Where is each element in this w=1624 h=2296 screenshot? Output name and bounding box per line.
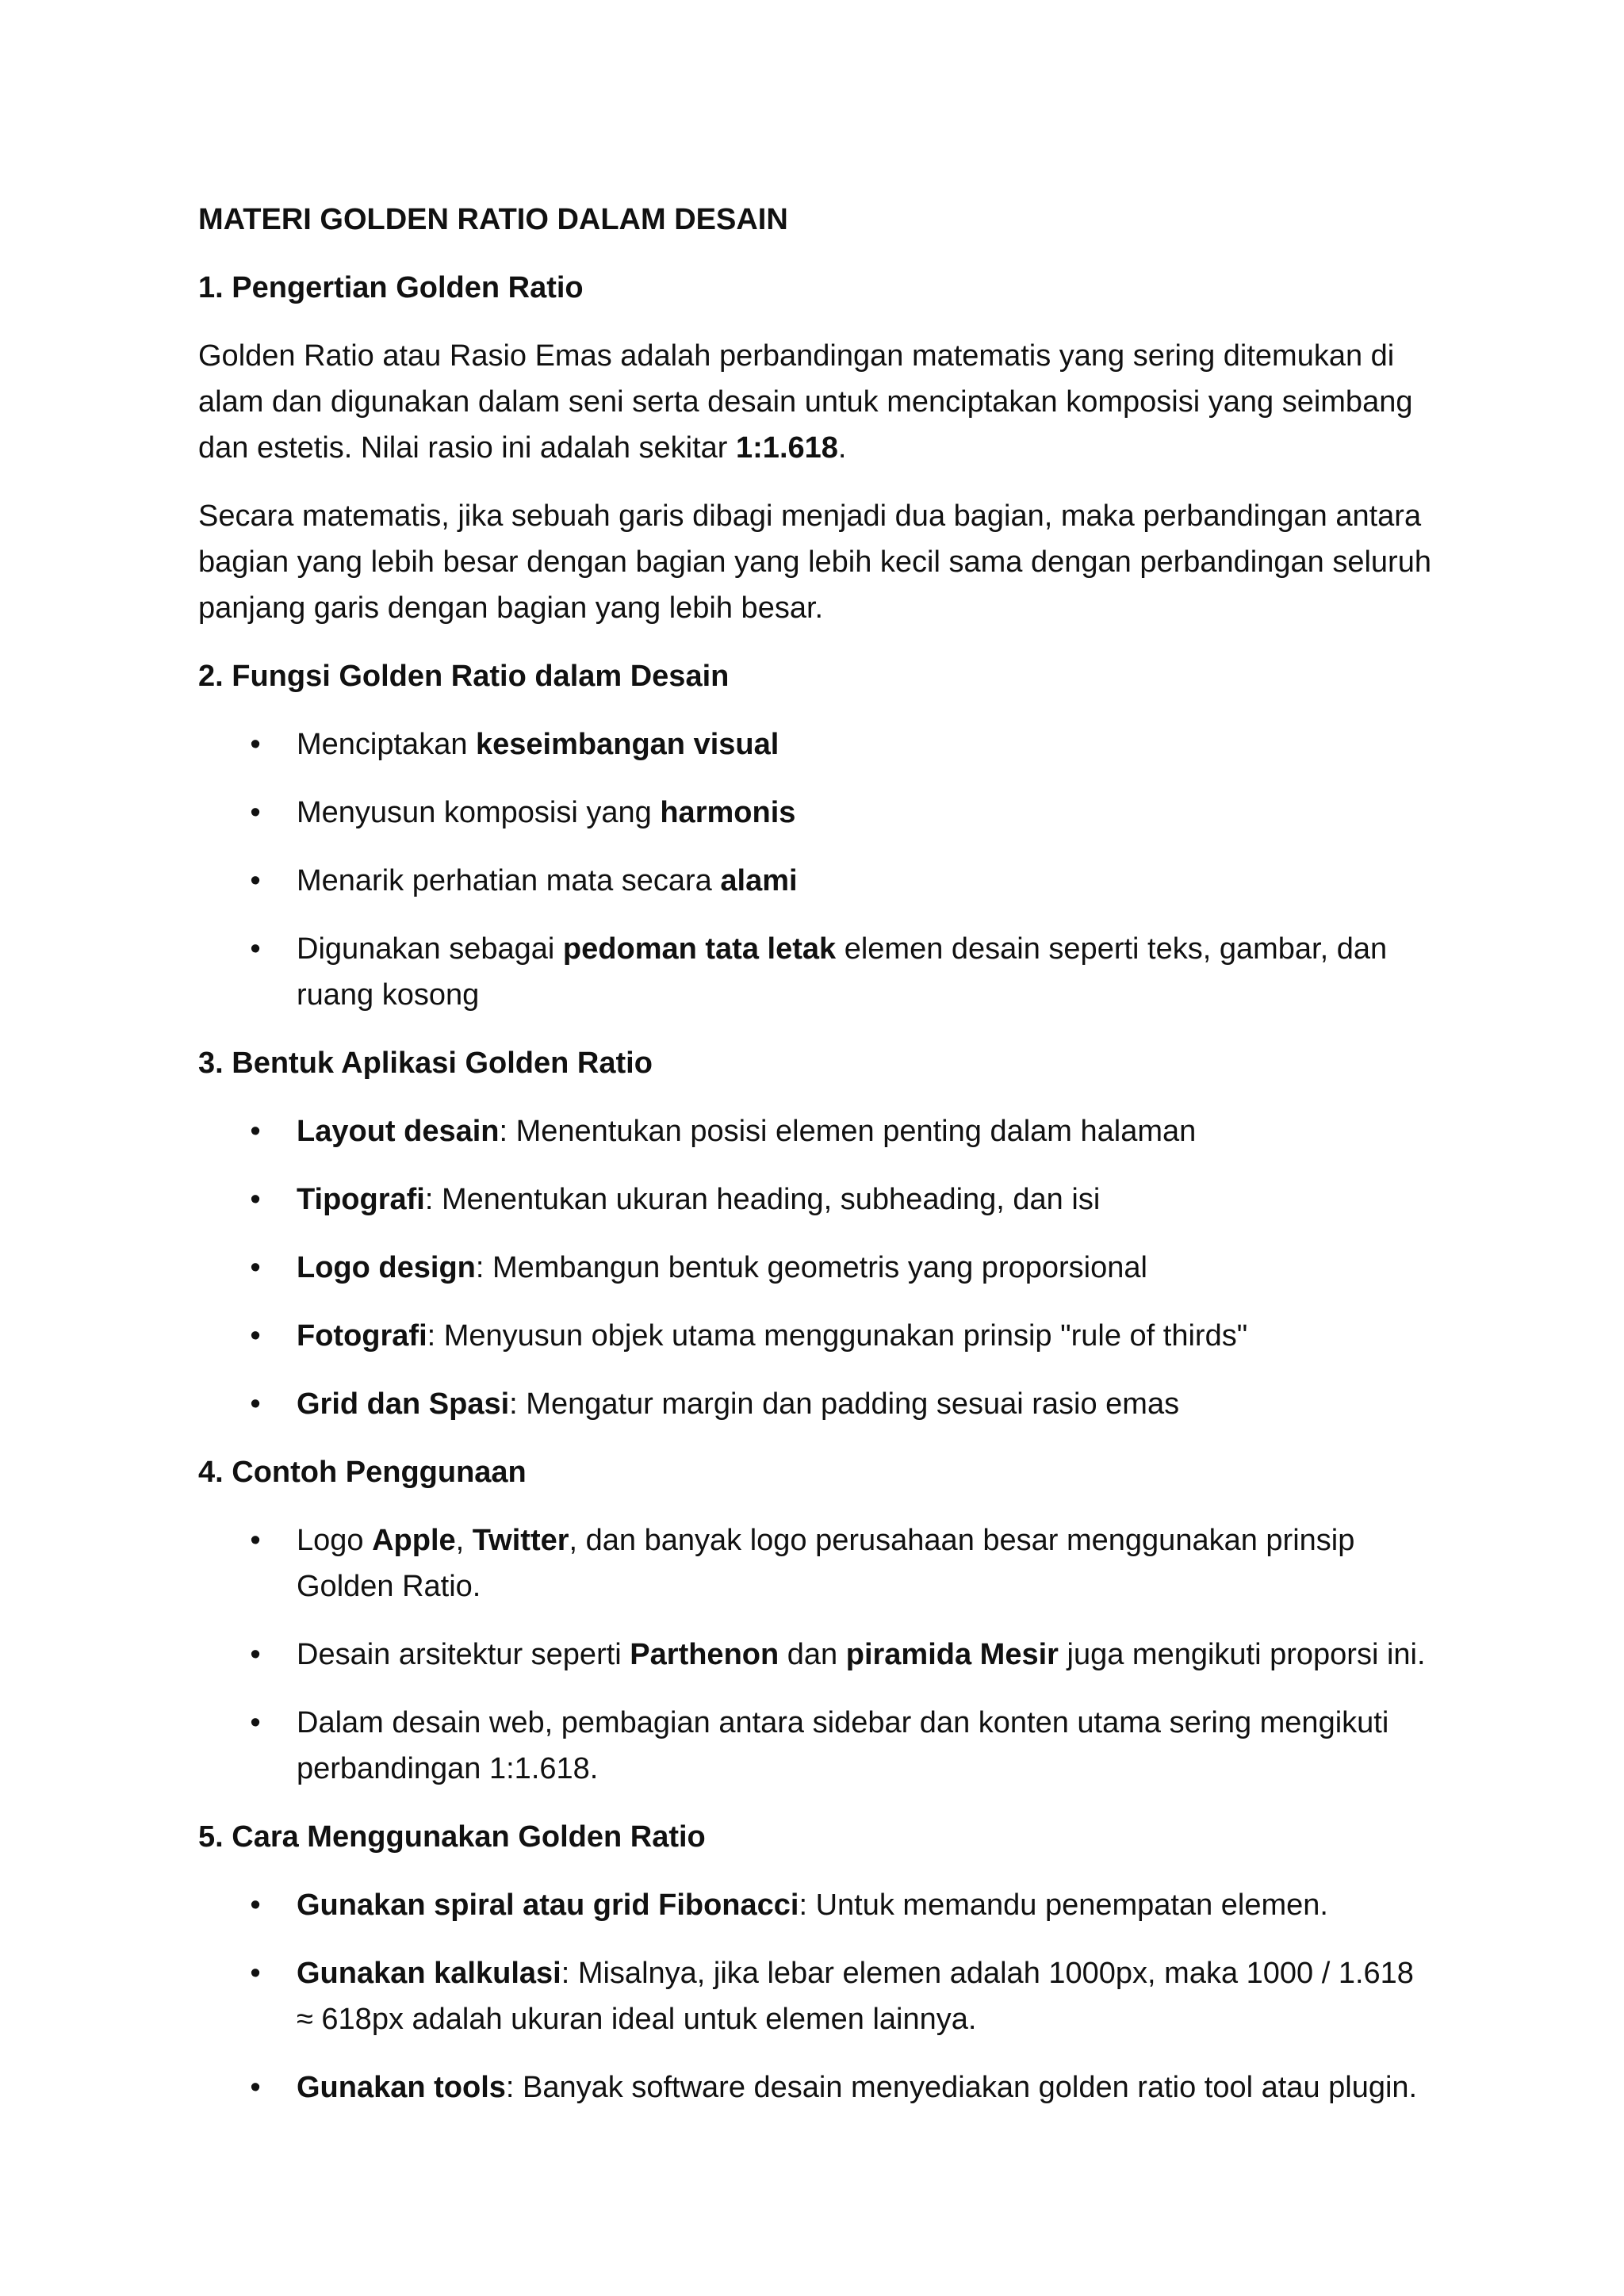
- section: [198, 265, 1435, 631]
- bold-text: piramida Mesir: [845, 1638, 1059, 1671]
- bold-text: Twitter: [472, 1524, 569, 1557]
- text-run: Golden Ratio atau Rasio Emas adalah perbandingan matematis yang sering ditemukan di alam dan digunakan dalam seni serta desain untuk menciptakan komposisi yang seimbang dan estetis. Nilai rasio ini adalah sekitar: [198, 339, 1413, 465]
- bold-text: Gunakan kalkulasi: [297, 1957, 561, 1990]
- bullet-list: [198, 1882, 1435, 2110]
- bullet-icon: •: [250, 1115, 261, 1148]
- list-item: [198, 721, 1435, 767]
- bullet-icon: •: [250, 1638, 261, 1671]
- section: [198, 1814, 1435, 2110]
- list-item: [198, 1950, 1435, 2042]
- list-item: [198, 790, 1435, 836]
- bullet-icon: •: [250, 1183, 261, 1216]
- paragraph: [198, 493, 1435, 631]
- document-title: MATERI GOLDEN RATIO DALAM DESAIN: [198, 203, 788, 236]
- list-item: [198, 1517, 1435, 1609]
- section-heading: 4. Contoh Penggunaan: [198, 1456, 527, 1489]
- bullet-icon: •: [250, 796, 261, 829]
- bullet-icon: •: [250, 932, 261, 966]
- list-item: [198, 1882, 1435, 1928]
- bold-text: keseimbangan visual: [476, 728, 779, 761]
- list-item: [198, 1108, 1435, 1154]
- bold-text: 1:1.618: [736, 431, 838, 465]
- text-run: Menyusun komposisi yang: [297, 796, 661, 829]
- bullet-icon: •: [250, 1957, 261, 1990]
- bullet-list: [198, 1108, 1435, 1427]
- bullet-icon: •: [250, 1251, 261, 1284]
- text-run: : Mengatur margin dan padding sesuai rasio emas: [509, 1387, 1180, 1421]
- text-run: : Membangun bentuk geometris yang proporsional: [475, 1251, 1147, 1284]
- text-run: ,: [455, 1524, 473, 1557]
- bold-text: alami: [720, 864, 798, 897]
- text-run: , dan banyak logo perusahaan besar menggunakan prinsip Golden Ratio.: [297, 1524, 1355, 1603]
- section: [198, 1040, 1435, 1427]
- bullet-icon: •: [250, 728, 261, 761]
- list-item: [198, 1313, 1435, 1359]
- list-item: [198, 1177, 1435, 1223]
- bold-text: pedoman tata letak: [562, 932, 837, 966]
- section: [198, 653, 1435, 1018]
- text-run: Logo: [297, 1524, 373, 1557]
- text-run: elemen desain seperti teks, gambar, dan ruang kosong: [297, 932, 1388, 1012]
- bullet-list: [198, 721, 1435, 1018]
- text-run: Secara matematis, jika sebuah garis dibagi menjadi dua bagian, maka perbandingan antara bagian yang lebih besar dengan bagian yang lebih kecil sama dengan perbandingan seluruh panjang garis dengan bagian yang lebih besar.: [198, 499, 1431, 625]
- bold-text: Grid dan Spasi: [297, 1387, 510, 1421]
- bold-text: Apple: [372, 1524, 456, 1557]
- text-run: dan: [779, 1638, 846, 1671]
- section-heading: 3. Bentuk Aplikasi Golden Ratio: [198, 1047, 653, 1080]
- section-heading: 2. Fungsi Golden Ratio dalam Desain: [198, 660, 730, 693]
- bold-text: Layout desain: [297, 1115, 500, 1148]
- list-item: [198, 1245, 1435, 1291]
- text-run: Dalam desain web, pembagian antara sidebar dan konten utama sering mengikuti perbandingan 1:1.618.: [297, 1706, 1389, 1785]
- paragraph: [198, 333, 1435, 471]
- text-run: Menarik perhatian mata secara: [297, 864, 721, 897]
- text-run: : Menentukan posisi elemen penting dalam halaman: [499, 1115, 1197, 1148]
- list-item: [198, 858, 1435, 904]
- text-run: Digunakan sebagai: [297, 932, 563, 966]
- bold-text: Logo design: [297, 1251, 476, 1284]
- section-heading: 1. Pengertian Golden Ratio: [198, 271, 584, 304]
- section-heading: 5. Cara Menggunakan Golden Ratio: [198, 1820, 706, 1854]
- bullet-icon: •: [250, 1387, 261, 1421]
- text-run: : Untuk memandu penempatan elemen.: [799, 1888, 1328, 1922]
- list-item: [198, 1381, 1435, 1427]
- bold-text: Fotografi: [297, 1319, 427, 1353]
- bold-text: Gunakan tools: [297, 2071, 506, 2104]
- list-item: [198, 1632, 1435, 1678]
- bullet-icon: •: [250, 1706, 261, 1739]
- text-run: : Menentukan ukuran heading, subheading, dan isi: [424, 1183, 1101, 1216]
- text-run: .: [837, 431, 847, 465]
- bold-text: Gunakan spiral atau grid Fibonacci: [297, 1888, 799, 1922]
- text-run: : Banyak software desain menyediakan golden ratio tool atau plugin.: [505, 2071, 1418, 2104]
- document-sections: [198, 265, 1435, 2110]
- text-run: juga mengikuti proporsi ini.: [1058, 1638, 1426, 1671]
- bold-text: Parthenon: [630, 1638, 779, 1671]
- list-item: [198, 2064, 1435, 2110]
- bold-text: harmonis: [660, 796, 796, 829]
- text-run: : Menyusun objek utama menggunakan prinsip "rule of thirds": [427, 1319, 1248, 1353]
- text-run: Menciptakan: [297, 728, 477, 761]
- bullet-list: [198, 1517, 1435, 1792]
- bullet-icon: •: [250, 1888, 261, 1922]
- bullet-icon: •: [250, 1319, 261, 1353]
- bullet-icon: •: [250, 1524, 261, 1557]
- document-body: [198, 197, 1435, 2133]
- list-item: [198, 926, 1435, 1018]
- bullet-icon: •: [250, 2071, 261, 2104]
- bullet-icon: •: [250, 864, 261, 897]
- bold-text: Tipografi: [297, 1183, 425, 1216]
- text-run: Desain arsitektur seperti: [297, 1638, 630, 1671]
- text-run: : Misalnya, jika lebar elemen adalah 1000px, maka 1000 / 1.618 ≈ 618px adalah ukuran ideal untuk elemen lainnya.: [297, 1957, 1414, 2036]
- section: [198, 1449, 1435, 1792]
- list-item: [198, 1700, 1435, 1792]
